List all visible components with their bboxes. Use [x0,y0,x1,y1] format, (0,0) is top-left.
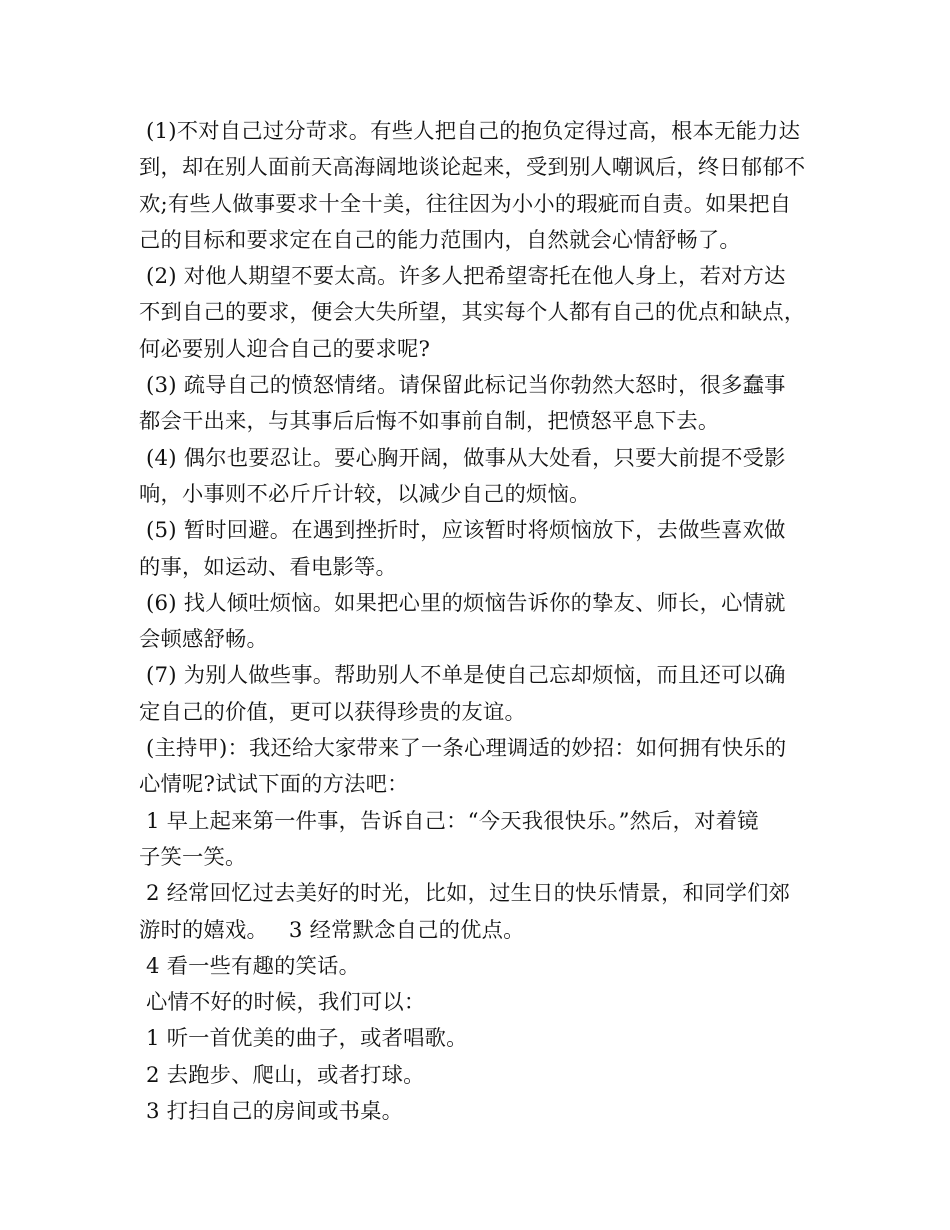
text-line: 3 打扫自己的房间或书桌。 [139,1099,404,1125]
text-line: 会顿感舒畅。 [139,627,268,653]
text-line: (主持甲)：我还给大家带来了一条心理调适的妙招：如何拥有快乐的 [139,736,787,762]
text-line: 都会干出来，与其事后后悔不如事前自制，把愤怒平息下去。 [139,409,720,435]
text-line: 己的目标和要求定在自己的能力范围内，自然就会心情舒畅了。 [139,227,741,253]
text-line: 到，却在别人面前天高海阔地谈论起来，受到别人嘲讽后，终日郁郁不 [139,155,806,181]
text-line: 定自己的价值，更可以获得珍贵的友谊。 [139,699,526,725]
text-line: 4 看一些有趣的笑话。 [139,953,361,979]
text-line: 欢;有些人做事要求十全十美，往往因为小小的瑕疵而自责。如果把自 [139,191,792,217]
text-line: (4) 偶尔也要忍让。要心胸开阔，做事从大处看，只要大前提不受影 [139,445,786,471]
text-line: 1 早上起来第一件事，告诉自己：“今天我很快乐。”然后，对着镜 [139,808,759,834]
text-line: 游时的嬉戏。 3 经常默念自己的优点。 [139,917,525,943]
text-line: (2) 对他人期望不要太高。许多人把希望寄托在他人身上，若对方达 [139,264,786,290]
text-line: (7) 为别人做些事。帮助别人不单是使自己忘却烦恼，而且还可以确 [139,663,786,689]
text-line: 1 听一首优美的曲子，或者唱歌。 [139,1026,468,1052]
text-line: (3) 疏导自己的愤怒情绪。请保留此标记当你勃然大怒时，很多蠢事 [139,373,786,399]
text-line: 的事，如运动、看电影等。 [139,554,397,580]
text-line: 何必要别人迎合自己的要求呢? [139,336,431,362]
text-line: 响，小事则不必斤斤计较，以减少自己的烦恼。 [139,481,591,507]
text-line: 2 经常回忆过去美好的时光，比如，过生日的快乐情景，和同学们郊 [139,881,791,907]
text-line: 子笑一笑。 [139,844,247,870]
text-line: (6) 找人倾吐烦恼。如果把心里的烦恼告诉你的挚友、师长，心情就 [139,590,786,616]
text-line: 心情不好的时候，我们可以： [139,990,426,1016]
text-line: (1)不对自己过分苛求。有些人把自己的抱负定得过高，根本无能力达 [139,119,801,144]
text-line: 2 去跑步、爬山，或者打球。 [139,1062,425,1088]
text-line: 不到自己的要求，便会大失所望，其实每个人都有自己的优点和缺点， [139,300,806,326]
text-line: 心情呢?试试下面的方法吧： [139,772,409,798]
text-line: (5) 暂时回避。在遇到挫折时，应该暂时将烦恼放下，去做些喜欢做 [139,518,786,544]
document-body [139,114,819,1130]
